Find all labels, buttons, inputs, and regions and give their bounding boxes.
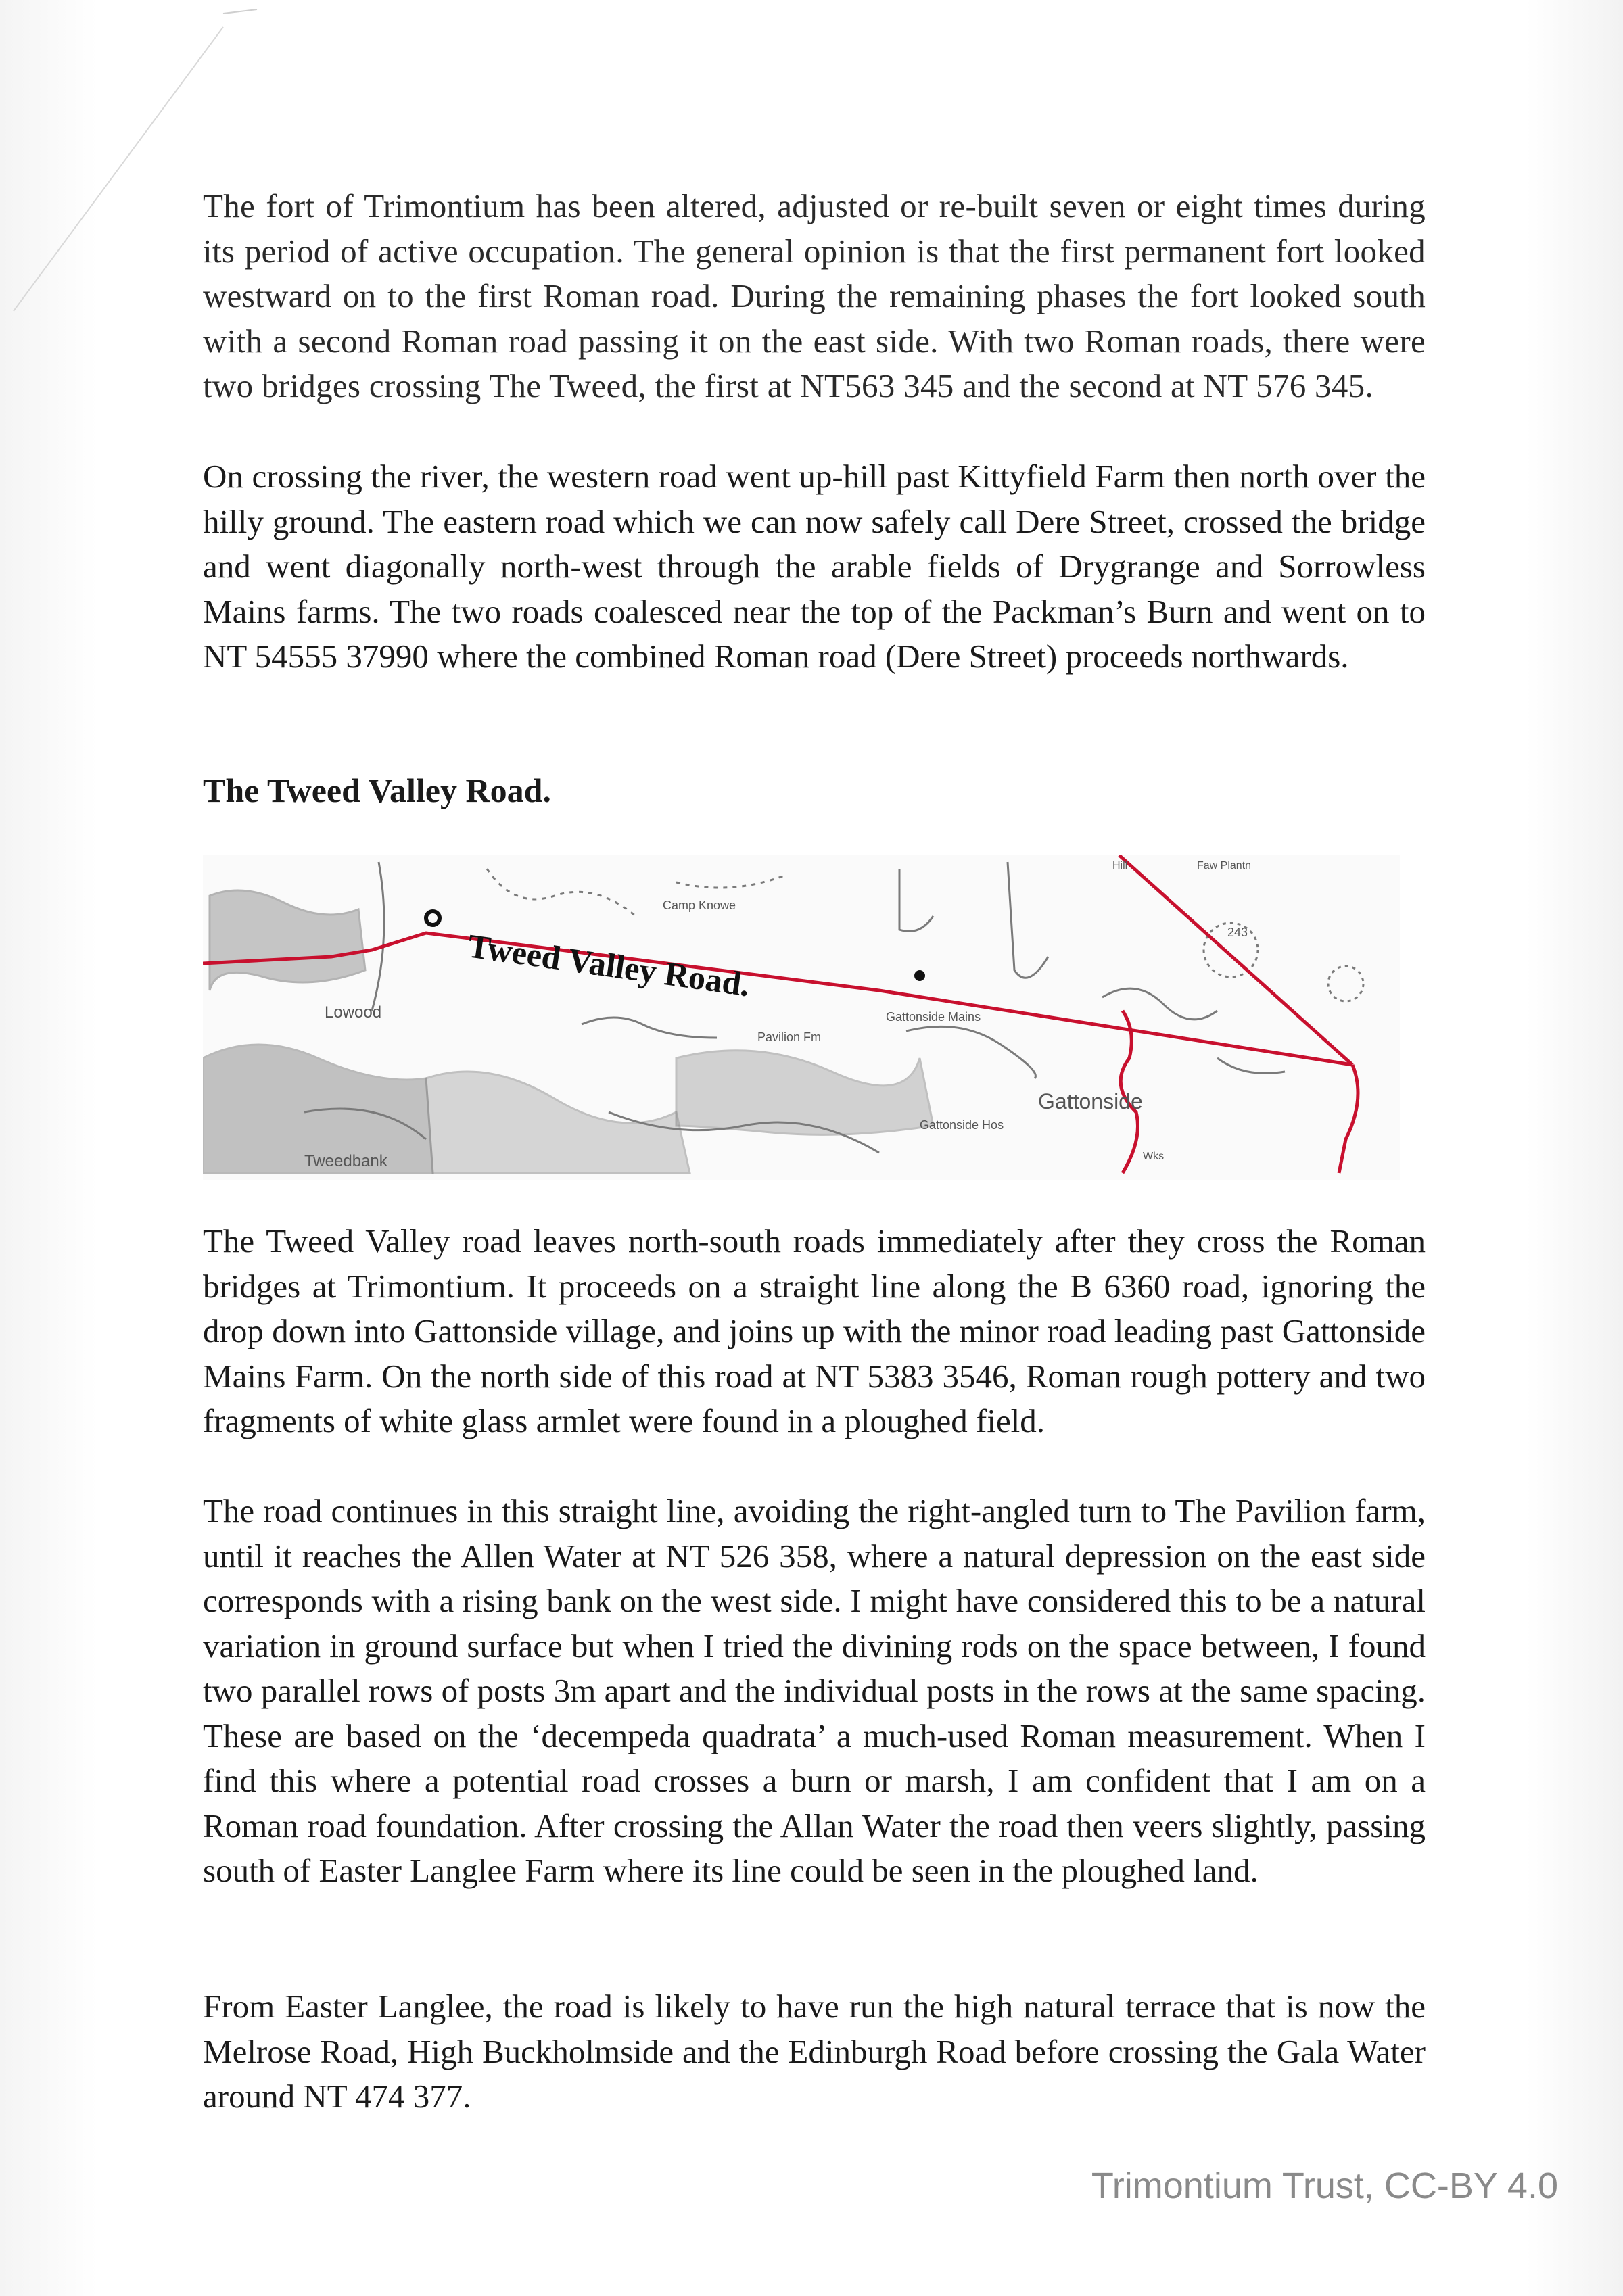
map-label-hill: Hill xyxy=(1112,860,1128,871)
section-heading: The Tweed Valley Road. xyxy=(203,771,551,809)
map-label-pavilion-fm: Pavilion Fm xyxy=(757,1030,822,1044)
map-label-lowood: Lowood xyxy=(325,1003,382,1022)
map-label-spot-height: 243 xyxy=(1227,926,1248,939)
map-label-works: Wks xyxy=(1143,1151,1165,1162)
map-point-icon xyxy=(914,970,925,981)
paragraph-road-route: The Tweed Valley road leaves north-south roads immediately after they cross the Roman bridges at Trimontium. It proceeds on a straight line along the B 6360 road, ignoring the drop down into Gattonside village, and joins up with the minor road leading past Gattonside Mains Farm. On the north side of this road at NT 5383 3546, Roman rough pottery and two fragments of white glass armlet were found in a ploughed field. xyxy=(203,1222,1426,1439)
paragraph-allen-water: The road continues in this straight line, avoiding the right-angled turn to The Pavilion farm, until it reaches the Allen Water at NT 526 358, where a natural depression on the east side corresponds with a rising bank on the west side. I might have considered this to be a natural variation in ground surface but when I tried the divining rods on the space between, I found two parallel rows of posts 3m apart and the individual posts in the rows at the same spacing. These are based on the ‘decempeda quadrata’ a much-used Roman measurement. When I find this where a potential road crosses a burn or marsh, I am confident that I am on a Roman road foundation. After crossing the Allan Water the road then veers slightly, passing south of Easter Langlee Farm where its line could be seen in the ploughed land. xyxy=(203,1492,1426,1889)
paragraph-trimontium-forts: The fort of Trimontium has been altered, adjusted or re-built seven or eight times during its period of active occupation. The general opinion is that the first permanent fort looked westward on to the first Roman road. During the remaining phases the fort looked south with a second Roman road passing it on the east side. With two Roman roads, there were two bridges crossing The Tweed, the first at NT563 345 and the second at NT 576 345. xyxy=(203,187,1426,404)
map-label-faw-plantn: Faw Plantn xyxy=(1197,860,1252,871)
map-label-gattonside-mains: Gattonside Mains xyxy=(886,1010,981,1024)
map-label-gattonside: Gattonside xyxy=(1038,1089,1143,1114)
paragraph-crossing-river: On crossing the river, the western road went up-hill past Kittyfield Farm then north over the hilly ground. The eastern road which we can now safely call Dere Street, crossed the bridge and went diagonally north-west through the arable fields of Drygrange and Sorrowless Mains farms. The two roads coalesced near the top of the Packman’s Burn and went on to NT 54555 37990 where the combined Roman road (Dere Street) proceeds northwards. xyxy=(203,458,1426,675)
map-title-label: Tweed Valley Road. xyxy=(465,926,753,1004)
map-label-gattonside-hos: Gattonside Hos xyxy=(920,1118,1004,1132)
paragraph-easter-langlee: From Easter Langlee, the road is likely to have run the high natural terrace that is now the Melrose Road, High Buckholmside and the Edinburgh Road before crossing the Gala Water around NT 474 377. xyxy=(203,1988,1426,2115)
map-label-tweedbank: Tweedbank xyxy=(304,1152,387,1170)
map-label-camp-knowe: Camp Knowe xyxy=(663,899,736,912)
tweed-valley-road-map xyxy=(203,855,1400,1180)
image-credit: Trimontium Trust, CC-BY 4.0 xyxy=(1091,2166,1558,2206)
